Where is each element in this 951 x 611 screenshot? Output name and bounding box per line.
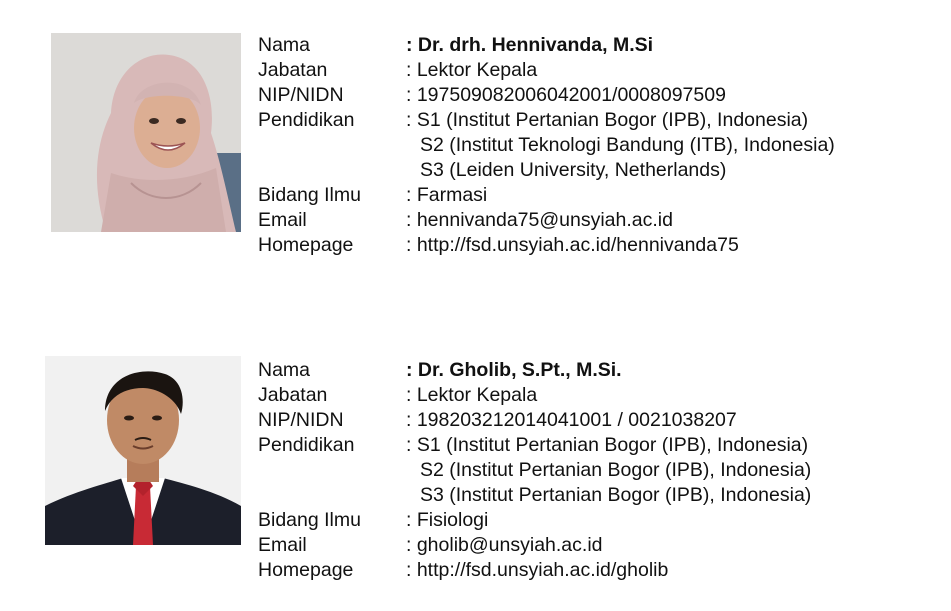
name-row bbox=[258, 33, 835, 58]
position-label: Jabatan bbox=[258, 59, 328, 81]
profile-info bbox=[258, 358, 811, 583]
position-row bbox=[258, 58, 835, 83]
education-item: : S1 (Institut Pertanian Bogor (IPB), Indonesia) bbox=[406, 109, 809, 131]
homepage-label: Homepage bbox=[258, 559, 354, 581]
education-item: S2 (Institut Teknologi Bandung (ITB), Indonesia) bbox=[420, 134, 835, 156]
field-value: : Farmasi bbox=[406, 184, 488, 206]
name-value: : Dr. Gholib, S.Pt., M.Si. bbox=[406, 359, 622, 381]
field-row bbox=[258, 183, 835, 208]
email-row bbox=[258, 533, 811, 558]
education-list bbox=[406, 433, 811, 508]
profile-photo bbox=[45, 356, 241, 545]
nip-label: NIP/NIDN bbox=[258, 409, 344, 431]
field-label: Bidang Ilmu bbox=[258, 509, 361, 531]
field-label: Bidang Ilmu bbox=[258, 184, 361, 206]
nip-value: : 197509082006042001/0008097509 bbox=[406, 84, 726, 106]
portrait-woman-hijab-icon bbox=[51, 33, 241, 232]
position-value: : Lektor Kepala bbox=[406, 384, 538, 406]
nip-row bbox=[258, 408, 811, 433]
education-item: S3 (Leiden University, Netherlands) bbox=[420, 159, 727, 181]
education-label: Pendidikan bbox=[258, 434, 355, 456]
email-row bbox=[258, 208, 835, 233]
position-row bbox=[258, 383, 811, 408]
email-value[interactable]: : hennivanda75@unsyiah.ac.id bbox=[406, 209, 673, 231]
name-label: Nama bbox=[258, 34, 311, 56]
homepage-row bbox=[258, 558, 811, 583]
homepage-link[interactable]: : http://fsd.unsyiah.ac.id/gholib bbox=[406, 559, 669, 581]
nip-value: : 198203212014041001 / 0021038207 bbox=[406, 409, 737, 431]
education-row bbox=[258, 433, 811, 508]
email-label: Email bbox=[258, 209, 307, 231]
field-value: : Fisiologi bbox=[406, 509, 489, 531]
portrait-man-suit-icon bbox=[45, 356, 241, 545]
name-value: : Dr. drh. Hennivanda, M.Si bbox=[406, 34, 654, 56]
field-row bbox=[258, 508, 811, 533]
position-value: : Lektor Kepala bbox=[406, 59, 538, 81]
education-item: : S1 (Institut Pertanian Bogor (IPB), Indonesia) bbox=[406, 434, 809, 456]
email-label: Email bbox=[258, 534, 307, 556]
education-item: S2 (Institut Pertanian Bogor (IPB), Indonesia) bbox=[420, 459, 812, 481]
homepage-label: Homepage bbox=[258, 234, 354, 256]
education-row bbox=[258, 108, 835, 183]
education-list bbox=[406, 108, 835, 183]
education-item: S3 (Institut Pertanian Bogor (IPB), Indonesia) bbox=[420, 484, 812, 506]
email-value[interactable]: : gholib@unsyiah.ac.id bbox=[406, 534, 603, 556]
profile-info bbox=[258, 33, 835, 258]
nip-row bbox=[258, 83, 835, 108]
nip-label: NIP/NIDN bbox=[258, 84, 344, 106]
name-label: Nama bbox=[258, 359, 311, 381]
name-row bbox=[258, 358, 811, 383]
homepage-link[interactable]: : http://fsd.unsyiah.ac.id/hennivanda75 bbox=[406, 234, 739, 256]
profile-photo bbox=[51, 33, 241, 232]
education-label: Pendidikan bbox=[258, 109, 355, 131]
homepage-row bbox=[258, 233, 835, 258]
position-label: Jabatan bbox=[258, 384, 328, 406]
